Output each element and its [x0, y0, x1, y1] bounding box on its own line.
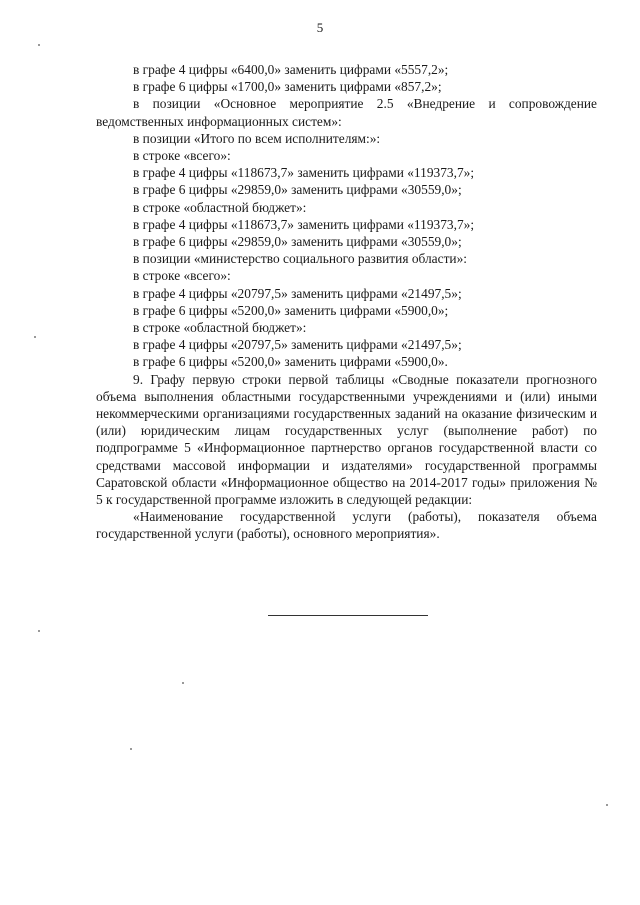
- scan-speck: [182, 682, 184, 684]
- text-line: в графе 6 цифры «29859,0» заменить цифрами «30559,0»;: [133, 234, 462, 250]
- text-line: в строке «всего»:: [133, 148, 231, 164]
- text-line: в строке «областной бюджет»:: [133, 320, 307, 336]
- text-line: в графе 6 цифры «5200,0» заменить цифрами «5900,0»;: [133, 302, 449, 318]
- text-line: в позиции «Итого по всем исполнителям:»:: [133, 130, 381, 146]
- separator-line: [268, 615, 428, 616]
- text-line: в графе 4 цифры «118673,7» заменить цифрами «119373,7»;: [133, 165, 475, 181]
- text-line: в позиции «министерство социального развития области»:: [133, 251, 468, 267]
- text-line: в строке «областной бюджет»:: [133, 199, 307, 215]
- text-line: в графе 4 цифры «6400,0» заменить цифрами «5557,2»;: [133, 62, 449, 77]
- document-body: [96, 61, 597, 543]
- scan-speck: [38, 44, 40, 46]
- scan-speck: [34, 336, 36, 338]
- page-number: 5: [316, 20, 324, 35]
- text-line: в графе 4 цифры «118673,7» заменить цифрами «119373,7»;: [133, 216, 475, 232]
- final-paragraph: «Наименование государственной услуги (работы), показателя объема государственной услуги (работы), основного мероприятия».: [96, 509, 597, 542]
- item-9-paragraph: 9. Графу первую строки первой таблицы «Сводные показатели прогнозного объема выполнения областными государственными учреждениями и (или) иными некоммерческими организациями государственных заданий на оказание физическим и (или) юридическим лицам государственных услуг (выполнение работ) по подпрограмме 5 «Информационное партнерство органов государственной власти со средствами массовой информации и издателями» государственной программы Саратовской области «Информационное общество на 2014-2017 годы» приложения № 5 к государственной программе изложить в следующей редакции:: [96, 371, 597, 508]
- text-line: в графе 6 цифры «29859,0» заменить цифрами «30559,0»;: [133, 182, 462, 198]
- text-line: в графе 4 цифры «20797,5» заменить цифрами «21497,5»;: [133, 337, 462, 353]
- text-line: в графе 4 цифры «20797,5» заменить цифрами «21497,5»;: [133, 285, 462, 301]
- scan-speck: [606, 804, 608, 806]
- text-line: в графе 6 цифры «5200,0» заменить цифрами «5900,0».: [133, 354, 448, 370]
- text-line: в строке «всего»:: [133, 268, 231, 284]
- position-paragraph: в позиции «Основное мероприятие 2.5 «Внедрение и сопровождение ведомственных информационных систем»:: [96, 96, 597, 129]
- scan-speck: [130, 748, 132, 750]
- text-line: в графе 6 цифры «1700,0» заменить цифрами «857,2»;: [133, 79, 442, 95]
- scan-speck: [38, 630, 40, 632]
